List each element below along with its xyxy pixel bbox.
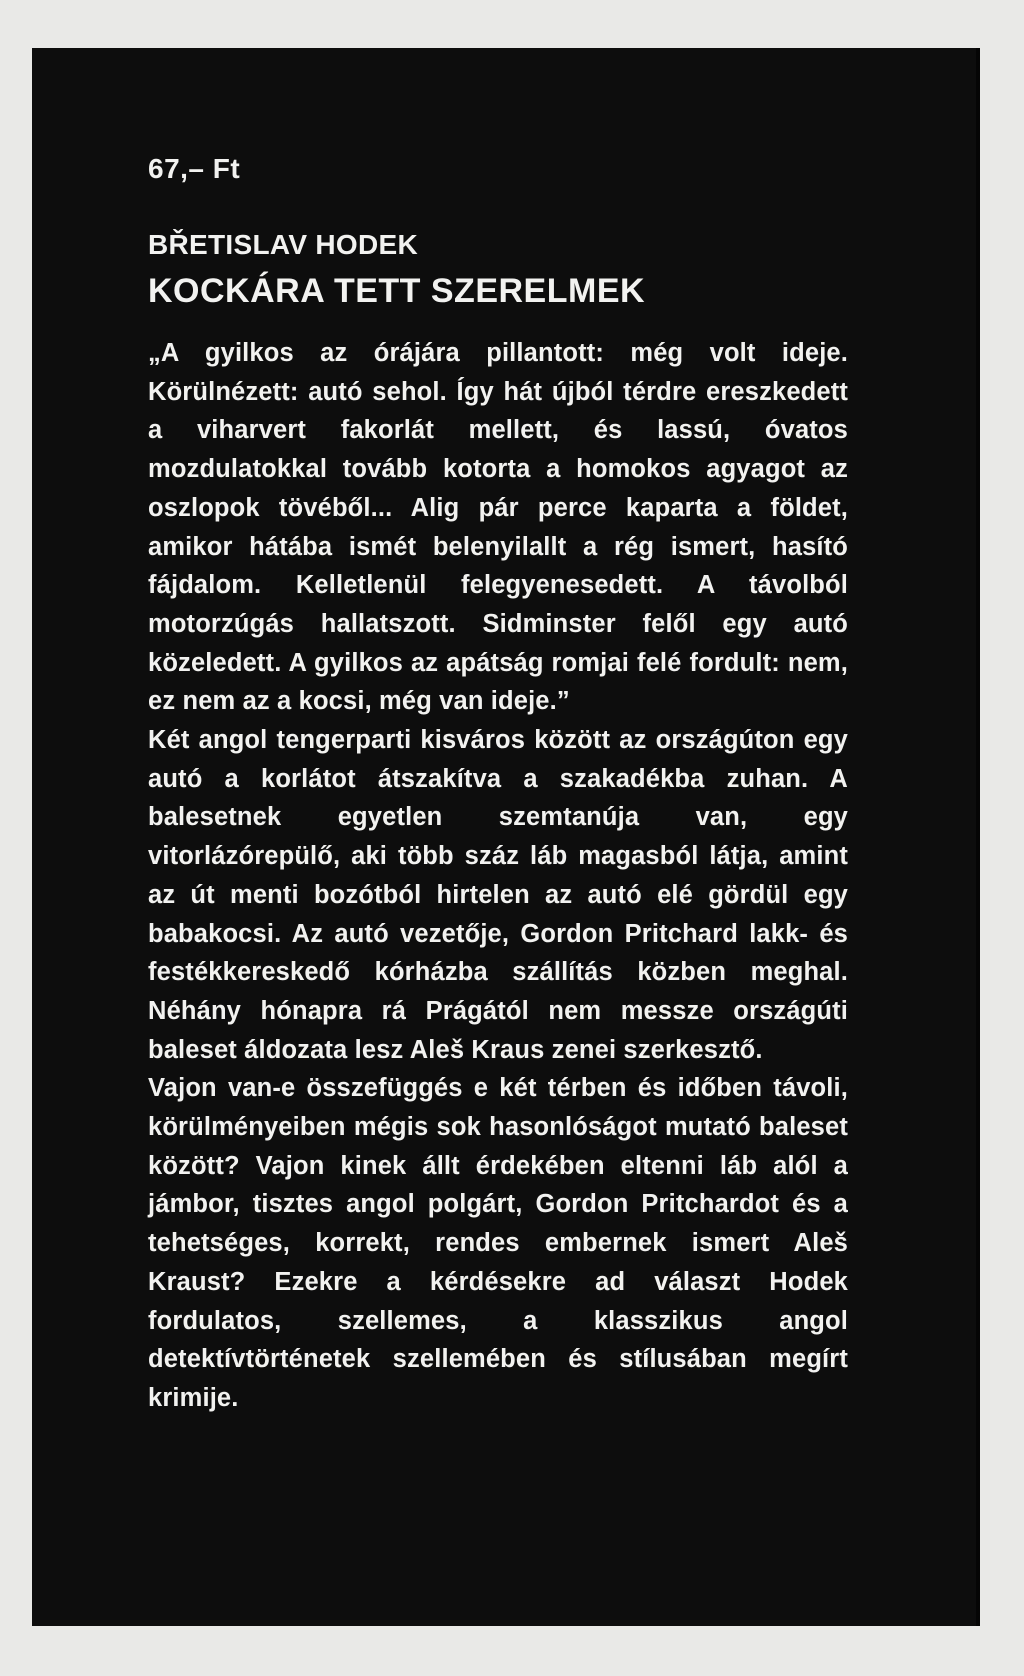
blurb-paragraph-excerpt: „A gyilkos az órájára pillantott: még volt ideje. Körülnézett: autó sehol. Így hát újból térdre ereszkedett a viharvert fakorlát mellett, és lassú, óvatos mozdulatokkal tovább kotorta a homokos agyagot az oszlopok tövéből... Alig pár perce kaparta a földet, amikor hátába ismét belenyilallt a rég ismert, hasító fájdalom. Kelletlenül felegyenesedett. A távolból motorzúgás hallatszott. Sidminster felől egy autó közeledett. A gyilkos az apátság romjai felé fordult: nem, ez nem az a kocsi, még van ideje.”	[148, 339, 848, 716]
blurb-paragraph-plot: Két angol tengerparti kisváros között az országúton egy autó a korlátot átszakítva a szakadékba zuhan. A balesetnek egyetlen szemtanúja van, egy vitorlázórepülő, aki több száz láb magasból látja, amint az út menti bozótból hirtelen az autó elé gördül egy babakocsi. Az autó vezetője, Gordon Pritchard lakk- és festékkereskedő kórházba szállítás közben meghal. Néhány hónapra rá Prágától nem messze országúti baleset áldozata lesz Aleš Kraus zenei szerkesztő.	[148, 726, 848, 1064]
blurb-paragraph-question: Vajon van-e összefüggés e két térben és időben távoli, körülményeiben mégis sok hasonlóságot mutató baleset között? Vajon kinek állt érdekében eltenni láb alól a jámbor, tisztes angol polgárt, Gordon Pritchardot és a tehetséges, korrekt, rendes embernek ismert Aleš Kraust? Ezekre a kérdésekre ad választ Hodek fordulatos, szellemes, a klasszikus angol detektívtörténetek szellemében és stílusában megírt krimije.	[148, 1074, 848, 1412]
cover-content	[148, 152, 848, 1418]
author-name: BŘETISLAV HODEK	[148, 229, 418, 260]
book-title: KOCKÁRA TETT SZERELMEK	[148, 272, 646, 310]
book-back-cover	[32, 48, 980, 1626]
blurb-text	[148, 334, 848, 1418]
price-label: 67,– Ft	[148, 153, 241, 184]
